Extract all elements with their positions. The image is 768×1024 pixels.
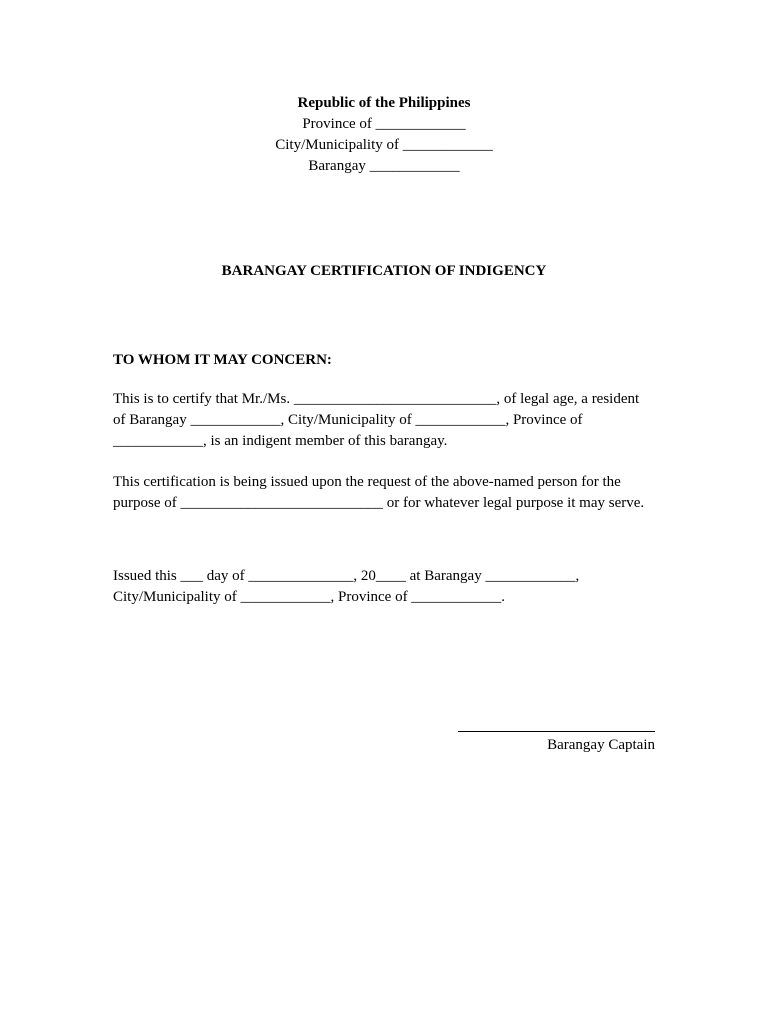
signature-line xyxy=(458,731,655,732)
signature-label: Barangay Captain xyxy=(547,737,655,753)
province-line: Province of ____________ xyxy=(302,116,466,132)
document-title: BARANGAY CERTIFICATION OF INDIGENCY xyxy=(221,263,547,279)
paragraph-line: City/Municipality of ____________, Province of ____________. xyxy=(113,589,506,605)
document-header xyxy=(0,93,768,177)
republic-heading: Republic of the Philippines xyxy=(297,95,471,111)
city-municipality-line: City/Municipality of ____________ xyxy=(275,137,493,153)
paragraph-line: This certification is being issued upon the request of the above-named person for the xyxy=(113,474,621,490)
paragraph-line: Issued this ___ day of ______________, 20____ at Barangay ____________, xyxy=(113,568,580,584)
issuance-paragraph xyxy=(113,566,658,608)
purpose-paragraph xyxy=(113,472,658,514)
barangay-line: Barangay ____________ xyxy=(308,158,460,174)
certification-paragraph xyxy=(113,389,658,452)
paragraph-line: of Barangay ____________, City/Municipality of ____________, Province of xyxy=(113,412,583,428)
paragraph-line: ____________, is an indigent member of this barangay. xyxy=(113,433,448,449)
paragraph-line: purpose of ___________________________ or for whatever legal purpose it may serve. xyxy=(113,495,645,511)
signature-block xyxy=(458,720,655,756)
salutation: TO WHOM IT MAY CONCERN: xyxy=(113,352,332,368)
paragraph-line: This is to certify that Mr./Ms. ___________________________, of legal age, a resident xyxy=(113,391,640,407)
